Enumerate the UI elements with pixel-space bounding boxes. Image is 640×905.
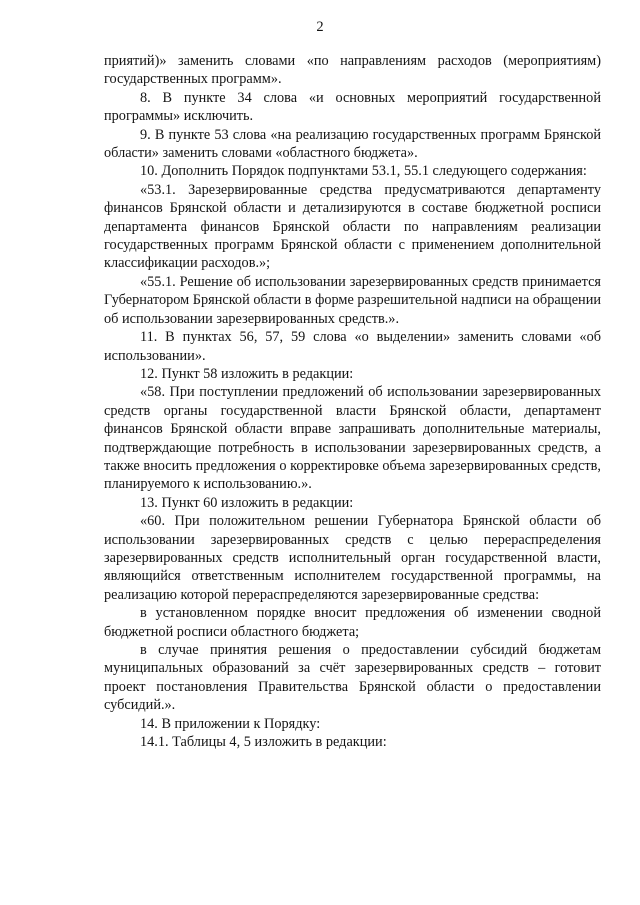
paragraph-item-11: 11. В пунктах 56, 57, 59 слова «о выделении» заменить словами «об использовании».	[104, 329, 601, 364]
document-body	[104, 52, 601, 751]
paragraph-item-10: 10. Дополнить Порядок подпунктами 53.1, 55.1 следующего содержания:	[140, 163, 587, 180]
paragraph-item-14: 14. В приложении к Порядку:	[140, 715, 321, 732]
paragraph-item-9: 9. В пункте 53 слова «на реализацию государственных программ Брянской области» заменить словами «областного бюджета».	[104, 126, 601, 162]
paragraph-quote-53-1: «53.1. Зарезервированные средства предусматриваются департаменту финансов Брянской области и детализируются в составе бюджетной росписи департамента финансов Брянской области по направлениям реализации государственных программ Брянской области с применением дополнительной классификации расходов.»;	[104, 181, 601, 272]
paragraph-quote-60-b: в случае принятия решения о предоставлении субсидий бюджетам муниципальных образований за счёт зарезервированных средств – готовит проект постановления Правительства Брянской области о предоставлении субсидий.».	[104, 642, 601, 714]
paragraph-quote-60-a: в установленном порядке вносит предложения об изменении сводной бюджетной росписи областного бюджета;	[104, 605, 601, 640]
paragraph-continuation: приятий)» заменить словами «по направлениям расходов (мероприятиям) государственных программ».	[104, 53, 601, 88]
paragraph-item-13: 13. Пункт 60 изложить в редакции:	[140, 494, 354, 511]
paragraph-item-14-1: 14.1. Таблицы 4, 5 изложить в редакции:	[140, 734, 387, 751]
page-number: 2	[316, 19, 324, 35]
paragraph-quote-58: «58. При поступлении предложений об использовании зарезервированных средств органы государственной власти Брянской области, департамент финансов Брянской области вправе запрашивать дополнительные материалы, подтверждающие потребность в использовании зарезервированных средств, а также вносить предложения о корректировке объема зарезервированных средств, планируемого к использованию.».	[104, 384, 601, 493]
paragraph-item-8: 8. В пункте 34 слова «и основных мероприятий государственной программы» исключить.	[104, 89, 601, 125]
paragraph-quote-60: «60. При положительном решении Губернатора Брянской области об использовании зарезервированных средств с целью перераспределения зарезервированных средств исполнительный орган государственной власти, являющийся ответственным исполнителем государственной программы, на реализацию которой перераспределяются зарезервированные средства:	[104, 513, 601, 603]
paragraph-quote-55-1: «55.1. Решение об использовании зарезервированных средств принимается Губернатором Брянской области в форме разрешительной надписи на обращении об использовании зарезервированных средств.».	[104, 273, 601, 327]
paragraph-item-12: 12. Пункт 58 изложить в редакции:	[140, 365, 354, 382]
